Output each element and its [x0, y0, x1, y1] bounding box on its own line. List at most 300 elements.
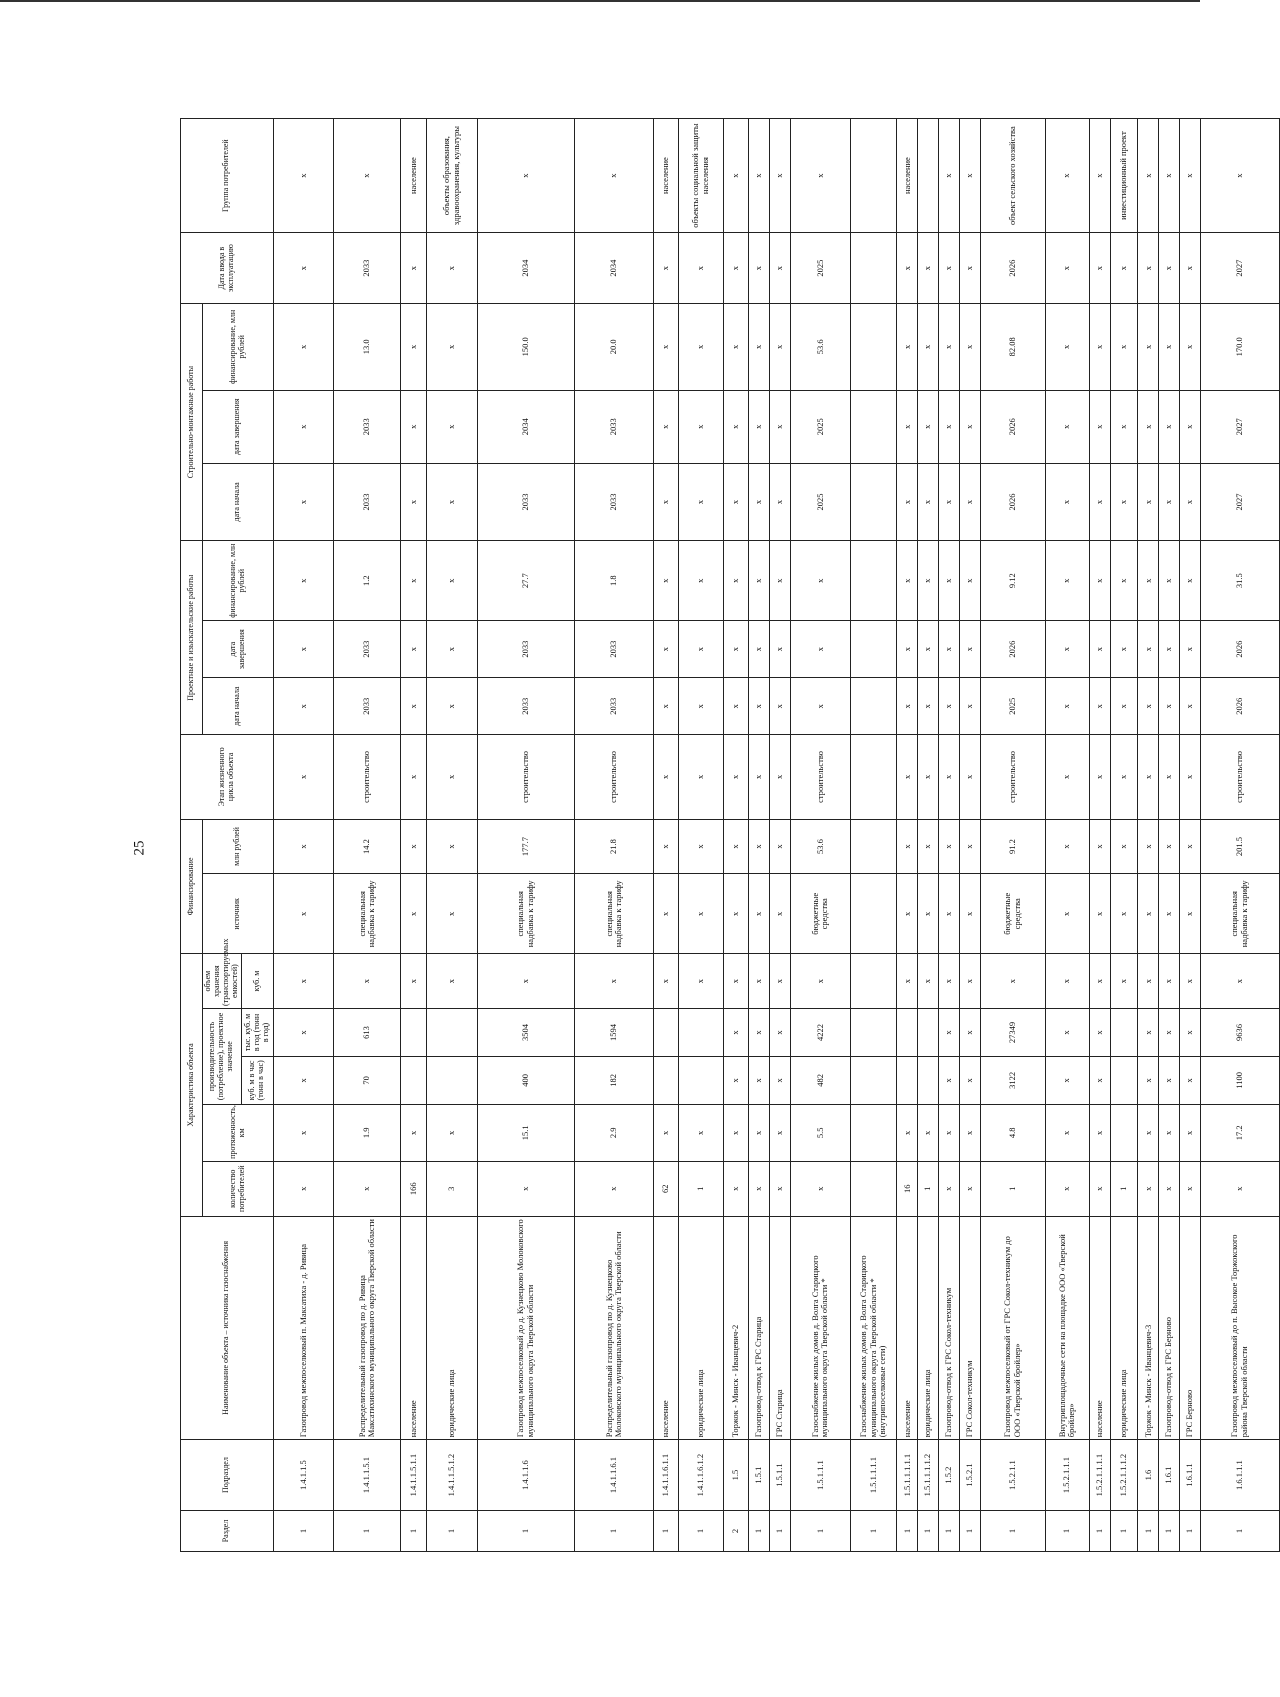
- podrazdel-cell: 1.4.1.1.6.1.2: [679, 1440, 723, 1511]
- design-start-cell: x: [959, 678, 980, 735]
- construction-start-cell: x: [401, 463, 427, 541]
- podrazdel-cell: 1.6.1.1.1: [1201, 1440, 1280, 1511]
- mln-cell: x: [749, 819, 770, 874]
- source-cell: x: [1045, 874, 1089, 954]
- name-cell: Торжок - Минск - Иванцевич-3: [1138, 1216, 1159, 1440]
- consumer-count-cell: 166: [401, 1161, 427, 1216]
- podrazdel-cell: 1.5: [723, 1440, 749, 1511]
- construction-end-cell: x: [679, 390, 723, 463]
- mln-cell: 177.7: [477, 819, 574, 874]
- header-mln: млн рублей: [203, 819, 274, 874]
- podrazdel-cell: 1.5.1.1.1: [790, 1440, 850, 1511]
- commissioning-cell: x: [939, 233, 960, 304]
- name-cell: Газопровод межпоселковый п. Максатиха - д. Ривица: [273, 1216, 333, 1440]
- name-cell: юридические лица: [426, 1216, 477, 1440]
- construction-start-cell: x: [679, 463, 723, 541]
- header-storage: объем хранения (транспортируемых емкостей): [203, 954, 242, 1009]
- design-end-cell: x: [1159, 621, 1180, 678]
- commissioning-cell: x: [1180, 233, 1201, 304]
- stage-cell: строительство: [980, 735, 1045, 819]
- design-end-cell: 2033: [477, 621, 574, 678]
- razdel-cell: 1: [749, 1510, 770, 1551]
- razdel-cell: 1: [1045, 1510, 1089, 1551]
- cap-hour-cell: [679, 1056, 723, 1104]
- header-construction-fin: финансирование, млн рублей: [203, 303, 274, 390]
- source-cell: специальная надбавка к тарифу: [334, 874, 401, 954]
- storage-cell: x: [1045, 954, 1089, 1009]
- podrazdel-cell: 1.4.1.1.6.1.1: [653, 1440, 679, 1511]
- construction-end-cell: x: [918, 390, 939, 463]
- cap-year-cell: 9636: [1201, 1009, 1280, 1057]
- length-cell: x: [723, 1104, 749, 1161]
- podrazdel-cell: 1.5.1.1: [769, 1440, 790, 1511]
- consumers-cell: x: [334, 119, 401, 233]
- construction-end-cell: x: [653, 390, 679, 463]
- storage-cell: x: [653, 954, 679, 1009]
- cap-year-cell: [897, 1009, 918, 1057]
- design-fin-cell: x: [769, 541, 790, 621]
- podrazdel-cell: 1.5.2.1.1: [980, 1440, 1045, 1511]
- length-cell: x: [273, 1104, 333, 1161]
- storage-cell: x: [897, 954, 918, 1009]
- construction-start-cell: x: [939, 463, 960, 541]
- cap-hour-cell: x: [1180, 1056, 1201, 1104]
- storage-cell: x: [769, 954, 790, 1009]
- stage-cell: x: [1089, 735, 1110, 819]
- construction-fin-cell: 53.6: [790, 303, 850, 390]
- mln-cell: 53.6: [790, 819, 850, 874]
- source-cell: x: [918, 874, 939, 954]
- construction-fin-cell: x: [939, 303, 960, 390]
- cap-year-cell: 613: [334, 1009, 401, 1057]
- construction-fin-cell: x: [749, 303, 770, 390]
- podrazdel-cell: 1.5.2.1.1.1: [1045, 1440, 1089, 1511]
- table-row: [897, 119, 918, 1552]
- length-cell: 5.5: [790, 1104, 850, 1161]
- table-row: [1089, 119, 1110, 1552]
- design-fin-cell: x: [1159, 541, 1180, 621]
- name-cell: ГРС Сокол-техникум: [959, 1216, 980, 1440]
- consumers-cell: население: [653, 119, 679, 233]
- storage-cell: x: [1089, 954, 1110, 1009]
- commissioning-cell: x: [769, 233, 790, 304]
- consumer-count-cell: x: [575, 1161, 654, 1216]
- construction-fin-cell: x: [653, 303, 679, 390]
- consumers-cell: население: [401, 119, 427, 233]
- table-row: [769, 119, 790, 1552]
- source-cell: x: [679, 874, 723, 954]
- table-row: [334, 119, 401, 1552]
- source-cell: x: [723, 874, 749, 954]
- design-end-cell: x: [1089, 621, 1110, 678]
- razdel-cell: 1: [1159, 1510, 1180, 1551]
- podrazdel-cell: 1.5.1.1.1.1.1: [897, 1440, 918, 1511]
- length-cell: x: [897, 1104, 918, 1161]
- construction-fin-cell: x: [426, 303, 477, 390]
- header-design-fin: финансирование, млн рублей: [203, 541, 274, 621]
- mln-cell: 201.5: [1201, 819, 1280, 874]
- consumers-cell: инвестиционный проект: [1110, 119, 1138, 233]
- table-row: [575, 119, 654, 1552]
- design-fin-cell: x: [959, 541, 980, 621]
- mln-cell: x: [653, 819, 679, 874]
- cap-hour-cell: 1100: [1201, 1056, 1280, 1104]
- construction-start-cell: x: [918, 463, 939, 541]
- source-cell: x: [769, 874, 790, 954]
- design-end-cell: x: [723, 621, 749, 678]
- length-cell: x: [959, 1104, 980, 1161]
- commissioning-cell: x: [897, 233, 918, 304]
- design-end-cell: x: [1045, 621, 1089, 678]
- source-cell: специальная надбавка к тарифу: [1201, 874, 1280, 954]
- cap-year-cell: [653, 1009, 679, 1057]
- header-podrazdel: Подраздел: [181, 1440, 274, 1511]
- construction-start-cell: 2027: [1201, 463, 1280, 541]
- consumers-cell: объект сельского хозяйства: [980, 119, 1045, 233]
- storage-cell: x: [980, 954, 1045, 1009]
- design-fin-cell: x: [426, 541, 477, 621]
- cap-year-cell: [679, 1009, 723, 1057]
- storage-cell: x: [1180, 954, 1201, 1009]
- name-cell: Газопровод межпоселковый от ГРС Сокол-техникум до ООО «Тверской бройлер»: [980, 1216, 1045, 1440]
- construction-end-cell: x: [723, 390, 749, 463]
- name-cell: юридические лица: [679, 1216, 723, 1440]
- cap-year-cell: x: [749, 1009, 770, 1057]
- table-row: [1159, 119, 1180, 1552]
- cap-hour-cell: [1110, 1056, 1138, 1104]
- razdel-cell: 1: [477, 1510, 574, 1551]
- consumer-count-cell: 1: [679, 1161, 723, 1216]
- stage-cell: x: [1110, 735, 1138, 819]
- stage-cell: x: [749, 735, 770, 819]
- mln-cell: x: [426, 819, 477, 874]
- mln-cell: x: [959, 819, 980, 874]
- header-cap-year: тыс. куб. м в год (тонн в год): [241, 1009, 273, 1057]
- consumer-count-cell: x: [723, 1161, 749, 1216]
- construction-fin-cell: x: [1180, 303, 1201, 390]
- construction-start-cell: x: [769, 463, 790, 541]
- construction-start-cell: x: [273, 463, 333, 541]
- header-consumers: Группа потребителей: [181, 119, 274, 233]
- construction-end-cell: x: [769, 390, 790, 463]
- construction-end-cell: 2027: [1201, 390, 1280, 463]
- consumers-cell: [918, 119, 939, 233]
- header-name: Наименование объекта – источника газоснабжения: [181, 1216, 274, 1440]
- header-construction-works: Строительно-монтажные работы: [181, 303, 203, 540]
- stage-cell: x: [401, 735, 427, 819]
- commissioning-cell: x: [1045, 233, 1089, 304]
- table-row: [273, 119, 333, 1552]
- construction-end-cell: x: [273, 390, 333, 463]
- name-cell: Газоснабжение жилых домов д. Волга Старицкого муниципального округа Тверской области *: [790, 1216, 850, 1440]
- design-end-cell: x: [401, 621, 427, 678]
- construction-end-cell: x: [1159, 390, 1180, 463]
- table-row: [679, 119, 723, 1552]
- construction-start-cell: x: [1180, 463, 1201, 541]
- consumer-count-cell: x: [273, 1161, 333, 1216]
- table-row: [401, 119, 427, 1552]
- stage-cell: x: [1045, 735, 1089, 819]
- mln-cell: 21.8: [575, 819, 654, 874]
- header-construction-end: дата завершения: [203, 390, 274, 463]
- razdel-cell: 1: [426, 1510, 477, 1551]
- construction-start-cell: x: [897, 463, 918, 541]
- table-row: [1180, 119, 1201, 1552]
- commissioning-cell: x: [1159, 233, 1180, 304]
- storage-cell: x: [273, 954, 333, 1009]
- header-characteristics: Характеристика объекта: [181, 954, 203, 1216]
- mln-cell: x: [679, 819, 723, 874]
- header-cap-hour: куб. м в час (тонн в час): [241, 1056, 273, 1104]
- consumer-count-cell: x: [477, 1161, 574, 1216]
- design-end-cell: x: [939, 621, 960, 678]
- page-number: 25: [131, 840, 148, 856]
- razdel-cell: 1: [918, 1510, 939, 1551]
- consumers-cell: x: [790, 119, 850, 233]
- rotated-table-container: [180, 118, 1280, 1552]
- length-cell: x: [1138, 1104, 1159, 1161]
- stage-cell: x: [723, 735, 749, 819]
- consumer-count-cell: x: [769, 1161, 790, 1216]
- design-start-cell: x: [1045, 678, 1089, 735]
- length-cell: 1.9: [334, 1104, 401, 1161]
- construction-fin-cell: 13.0: [334, 303, 401, 390]
- podrazdel-cell: 1.4.1.1.5.1.1: [401, 1440, 427, 1511]
- consumers-cell: объекты образования, здравоохранения, культуры: [426, 119, 477, 233]
- construction-fin-cell: x: [1089, 303, 1110, 390]
- construction-fin-cell: 20.0: [575, 303, 654, 390]
- design-fin-cell: x: [897, 541, 918, 621]
- length-cell: x: [918, 1104, 939, 1161]
- construction-start-cell: x: [1110, 463, 1138, 541]
- commissioning-cell: x: [653, 233, 679, 304]
- name-cell: Распределительный газопровод по д. Кузнецково Молоковского муниципального округа Тверской области: [575, 1216, 654, 1440]
- razdel-cell: 2: [723, 1510, 749, 1551]
- cap-hour-cell: [851, 1056, 897, 1104]
- consumers-cell: x: [769, 119, 790, 233]
- construction-fin-cell: x: [1045, 303, 1089, 390]
- cap-hour-cell: 70: [334, 1056, 401, 1104]
- header-financing: Финансирование: [181, 819, 203, 954]
- cap-hour-cell: x: [273, 1056, 333, 1104]
- razdel-cell: 1: [653, 1510, 679, 1551]
- cap-hour-cell: [426, 1056, 477, 1104]
- design-start-cell: x: [1159, 678, 1180, 735]
- construction-start-cell: [851, 463, 897, 541]
- source-cell: x: [939, 874, 960, 954]
- commissioning-cell: 2026: [980, 233, 1045, 304]
- source-cell: бюджетные средства: [980, 874, 1045, 954]
- razdel-cell: 1: [334, 1510, 401, 1551]
- source-cell: специальная надбавка к тарифу: [575, 874, 654, 954]
- construction-fin-cell: x: [1138, 303, 1159, 390]
- stage-cell: [851, 735, 897, 819]
- cap-hour-cell: x: [959, 1056, 980, 1104]
- header-capacity: производительность (потребление), проектное значение: [203, 1009, 242, 1105]
- razdel-cell: 1: [897, 1510, 918, 1551]
- design-end-cell: x: [769, 621, 790, 678]
- podrazdel-cell: 1.4.1.1.5.1.2: [426, 1440, 477, 1511]
- mln-cell: x: [1045, 819, 1089, 874]
- construction-end-cell: x: [897, 390, 918, 463]
- name-cell: ГРС Берново: [1180, 1216, 1201, 1440]
- cap-year-cell: x: [1180, 1009, 1201, 1057]
- design-start-cell: [851, 678, 897, 735]
- consumer-count-cell: [851, 1161, 897, 1216]
- name-cell: Газопровод межпоселковый до д. Кузнецково Молоковского муниципального округа Тверской области: [477, 1216, 574, 1440]
- razdel-cell: 1: [959, 1510, 980, 1551]
- name-cell: юридические лица: [918, 1216, 939, 1440]
- source-cell: x: [273, 874, 333, 954]
- design-end-cell: [851, 621, 897, 678]
- consumer-count-cell: x: [959, 1161, 980, 1216]
- design-start-cell: x: [749, 678, 770, 735]
- construction-end-cell: 2025: [790, 390, 850, 463]
- construction-fin-cell: x: [679, 303, 723, 390]
- cap-year-cell: x: [1089, 1009, 1110, 1057]
- construction-start-cell: x: [1045, 463, 1089, 541]
- construction-end-cell: 2026: [980, 390, 1045, 463]
- design-fin-cell: x: [723, 541, 749, 621]
- construction-fin-cell: 150.0: [477, 303, 574, 390]
- commissioning-cell: x: [959, 233, 980, 304]
- name-cell: Распределительный газопровод по д. Ривица Максатихинского муниципального округа Тверской области: [334, 1216, 401, 1440]
- storage-cell: x: [334, 954, 401, 1009]
- razdel-cell: 1: [851, 1510, 897, 1551]
- construction-fin-cell: x: [273, 303, 333, 390]
- design-end-cell: x: [918, 621, 939, 678]
- podrazdel-cell: 1.5.1: [749, 1440, 770, 1511]
- consumers-cell: x: [939, 119, 960, 233]
- design-start-cell: 2033: [575, 678, 654, 735]
- source-cell: x: [1138, 874, 1159, 954]
- cap-year-cell: 4222: [790, 1009, 850, 1057]
- header-stage: Этап жизненного цикла объекта: [181, 735, 274, 819]
- consumer-count-cell: x: [1138, 1161, 1159, 1216]
- consumer-count-cell: 16: [897, 1161, 918, 1216]
- consumer-count-cell: 3: [426, 1161, 477, 1216]
- mln-cell: [851, 819, 897, 874]
- consumers-cell: население: [897, 119, 918, 233]
- stage-cell: x: [959, 735, 980, 819]
- length-cell: 2.9: [575, 1104, 654, 1161]
- commissioning-cell: 2025: [790, 233, 850, 304]
- name-cell: население: [1089, 1216, 1110, 1440]
- podrazdel-cell: 1.6.1.1: [1180, 1440, 1201, 1511]
- length-cell: 15.1: [477, 1104, 574, 1161]
- consumer-count-cell: x: [334, 1161, 401, 1216]
- commissioning-cell: x: [1138, 233, 1159, 304]
- storage-cell: x: [723, 954, 749, 1009]
- stage-cell: строительство: [790, 735, 850, 819]
- razdel-cell: 1: [401, 1510, 427, 1551]
- cap-hour-cell: x: [723, 1056, 749, 1104]
- razdel-cell: 1: [273, 1510, 333, 1551]
- design-end-cell: x: [959, 621, 980, 678]
- design-start-cell: x: [769, 678, 790, 735]
- commissioning-cell: x: [679, 233, 723, 304]
- design-fin-cell: x: [653, 541, 679, 621]
- commissioning-cell: x: [723, 233, 749, 304]
- construction-end-cell: 2033: [575, 390, 654, 463]
- length-cell: x: [1045, 1104, 1089, 1161]
- stage-cell: x: [1159, 735, 1180, 819]
- source-cell: x: [897, 874, 918, 954]
- length-cell: x: [749, 1104, 770, 1161]
- construction-end-cell: x: [1180, 390, 1201, 463]
- header-length: протяженность, км: [203, 1104, 274, 1161]
- source-cell: x: [426, 874, 477, 954]
- storage-cell: x: [1159, 954, 1180, 1009]
- mln-cell: x: [273, 819, 333, 874]
- razdel-cell: 1: [1138, 1510, 1159, 1551]
- consumers-cell: x: [477, 119, 574, 233]
- construction-end-cell: x: [401, 390, 427, 463]
- cap-hour-cell: x: [939, 1056, 960, 1104]
- construction-fin-cell: x: [723, 303, 749, 390]
- cap-hour-cell: x: [1089, 1056, 1110, 1104]
- design-fin-cell: 1.2: [334, 541, 401, 621]
- source-cell: [851, 874, 897, 954]
- design-fin-cell: x: [1110, 541, 1138, 621]
- cap-hour-cell: x: [1159, 1056, 1180, 1104]
- table-row: [980, 119, 1045, 1552]
- stage-cell: x: [679, 735, 723, 819]
- podrazdel-cell: 1.5.1.1.1.1: [851, 1440, 897, 1511]
- razdel-cell: 1: [1201, 1510, 1280, 1551]
- construction-fin-cell: x: [1110, 303, 1138, 390]
- storage-cell: x: [918, 954, 939, 1009]
- construction-start-cell: x: [426, 463, 477, 541]
- source-cell: бюджетные средства: [790, 874, 850, 954]
- design-fin-cell: x: [1045, 541, 1089, 621]
- design-fin-cell: 9.12: [980, 541, 1045, 621]
- construction-start-cell: x: [1089, 463, 1110, 541]
- mln-cell: x: [918, 819, 939, 874]
- cap-year-cell: [401, 1009, 427, 1057]
- razdel-cell: 1: [939, 1510, 960, 1551]
- design-end-cell: x: [1138, 621, 1159, 678]
- name-cell: Торжок - Минск - Иванцевич-2: [723, 1216, 749, 1440]
- header-source: источник: [203, 874, 274, 954]
- cap-hour-cell: 3122: [980, 1056, 1045, 1104]
- table-row: [1201, 119, 1280, 1552]
- design-start-cell: x: [1138, 678, 1159, 735]
- razdel-cell: 1: [769, 1510, 790, 1551]
- design-end-cell: 2033: [334, 621, 401, 678]
- design-start-cell: x: [273, 678, 333, 735]
- mln-cell: x: [723, 819, 749, 874]
- name-cell: Газопровод-отвод к ГРС Старица: [749, 1216, 770, 1440]
- name-cell: Газоснабжение жилых домов д. Волга Старицкого муниципального округа Тверской области * (внутрипоселковые сети): [851, 1216, 897, 1440]
- commissioning-cell: 2033: [334, 233, 401, 304]
- design-fin-cell: x: [918, 541, 939, 621]
- cap-hour-cell: [401, 1056, 427, 1104]
- source-cell: x: [1110, 874, 1138, 954]
- design-start-cell: x: [790, 678, 850, 735]
- storage-cell: [851, 954, 897, 1009]
- cap-year-cell: x: [939, 1009, 960, 1057]
- consumer-count-cell: 1: [1110, 1161, 1138, 1216]
- construction-start-cell: 2025: [790, 463, 850, 541]
- razdel-cell: 1: [679, 1510, 723, 1551]
- construction-fin-cell: x: [401, 303, 427, 390]
- header-commissioning: Дата ввода в эксплуатацию: [181, 233, 274, 304]
- table-row: [1045, 119, 1089, 1552]
- commissioning-cell: [851, 233, 897, 304]
- commissioning-cell: x: [918, 233, 939, 304]
- podrazdel-cell: 1.4.1.1.5: [273, 1440, 333, 1511]
